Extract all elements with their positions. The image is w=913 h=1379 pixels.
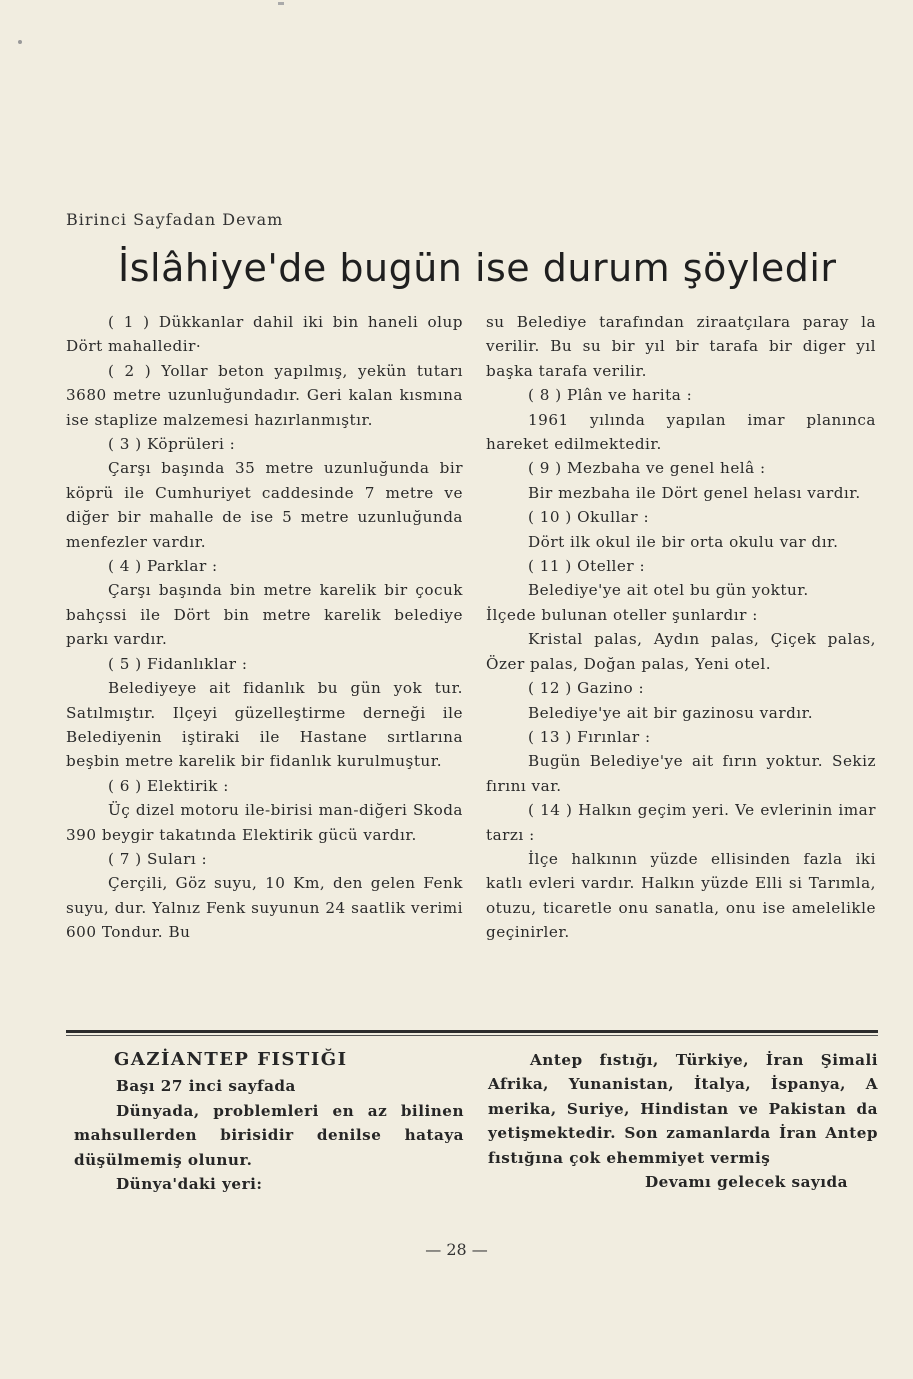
paragraph: 1961 yılında yapılan imar planınca hareket edilmektedir.: [486, 410, 876, 454]
section-divider: [66, 1030, 878, 1033]
fistik-article-title: GAZİANTEP FISTIĞI: [114, 1049, 348, 1070]
paragraph: İlçede bulunan oteller şunlardır :: [486, 605, 758, 624]
print-speck: [278, 2, 284, 5]
fistik-article-right: [488, 1048, 878, 1194]
continuation-kicker: Birinci Sayfadan Devam: [66, 210, 284, 229]
paragraph: ( 8 ) Plân ve harita :: [528, 386, 693, 405]
paragraph: Dünyada, problemleri en az bilinen mahsullerden birisidir denilse hataya düşülmemiş olunur.: [74, 1101, 464, 1169]
paragraph: ( 9 ) Mezbaha ve genel helâ :: [528, 459, 766, 478]
paragraph: Bugün Belediye'ye ait fırın yoktur. Sekiz fırını var.: [486, 752, 876, 795]
paragraph: Üç dizel motoru ile-birisi man-diğeri Skoda 390 beygir takatında Elektirik gücü vardır.: [66, 801, 463, 844]
print-speck: [18, 40, 22, 44]
continued-note: Devamı gelecek sayıda: [644, 1173, 848, 1192]
paragraph: Belediyeye ait fidanlık bu gün yok tur. Satılmıştır. Ilçeyi güzelleştirme derneği ile Belediyenin iştiraki ile Hastane sırtlarına beşbin metre karelik bir fidanlık kurulmuştur.: [66, 679, 463, 771]
paragraph: Çerçili, Göz suyu, 10 Km, den gelen Fenk suyu, dur. Yalnız Fenk suyunun 24 saatlik verimi 600 Tondur. Bu: [66, 874, 463, 942]
paragraph: Çarşı başında 35 metre uzunluğunda bir köprü ile Cumhuriyet caddesinde 7 metre ve diğer bir mahalle de ise 5 metre uzunluğunda menfezler vardır.: [66, 459, 463, 551]
paragraph: ( 6 ) Elektirik :: [108, 776, 229, 795]
paragraph: ( 5 ) Fidanlıklar :: [108, 654, 248, 673]
paragraph: Belediye'ye ait otel bu gün yoktur.: [528, 581, 809, 600]
paragraph: ( 3 ) Köprüleri :: [108, 435, 236, 454]
article-left-column: [66, 310, 463, 945]
paragraph: ( 13 ) Fırınlar :: [528, 727, 651, 746]
paragraph: su Belediye tarafından ziraatçılara paray la verilir. Bu su bir yıl bir tarafa bir diger yıl başka tarafa verilir.: [486, 313, 876, 380]
paragraph: Kristal palas, Aydın palas, Çiçek palas, Özer palas, Doğan palas, Yeni otel.: [486, 630, 876, 673]
paragraph: Çarşı başında bin metre karelik bir çocuk bahçssi ile Dört bin metre karelik belediye parkı vardır.: [66, 581, 463, 649]
paragraph: ( 11 ) Oteller :: [528, 557, 646, 576]
paragraph: ( 7 ) Suları :: [108, 849, 208, 868]
paragraph: ( 1 ) Dükkanlar dahil iki bin haneli olup Dört mahalledir·: [66, 313, 463, 356]
fistik-article-left: [74, 1048, 464, 1196]
paragraph: Antep fıstığı, Türkiye, İran Şimali Afrika, Yunanistan, İtalya, İspanya, A merika, Suriye, Hindistan ve Pakistan da yetişmektedir. Son zamanlarda İran Antep fıstığına çok ehemmiyet vermiş: [488, 1051, 878, 1167]
article-right-column: [486, 310, 876, 945]
page-number: — 28 —: [425, 1240, 488, 1259]
paragraph: Belediye'ye ait bir gazinosu vardır.: [528, 703, 814, 722]
paragraph: ( 12 ) Gazino :: [528, 679, 645, 698]
paragraph: Başı 27 inci sayfada: [116, 1077, 296, 1096]
paragraph: Bir mezbaha ile Dört genel helası vardır.: [528, 483, 861, 502]
paragraph: Dünya'daki yeri:: [116, 1175, 263, 1194]
paragraph: ( 2 ) Yollar beton yapılmış, yekün tutarı 3680 metre uzunluğundadır. Geri kalan kısmına ise staplize malzemesi hazırlanmıştır.: [66, 361, 463, 429]
paragraph: ( 14 ) Halkın geçim yeri. Ve evlerinin imar tarzı :: [486, 801, 876, 844]
paragraph: Dört ilk okul ile bir orta okulu var dır.: [528, 532, 839, 551]
paragraph: ( 4 ) Parklar :: [108, 557, 218, 576]
paragraph: İlçe halkının yüzde ellisinden fazla iki katlı evleri vardır. Halkın yüzde Elli si Tarımla, otuzu, ticaretle onu sanatla, onu ise amelelikle geçinirler.: [486, 849, 876, 942]
paragraph: ( 10 ) Okullar :: [528, 508, 650, 527]
section-divider-thin: [66, 1035, 878, 1036]
article-headline: İslâhiye'de bugün ise durum şöyledir: [118, 246, 837, 290]
